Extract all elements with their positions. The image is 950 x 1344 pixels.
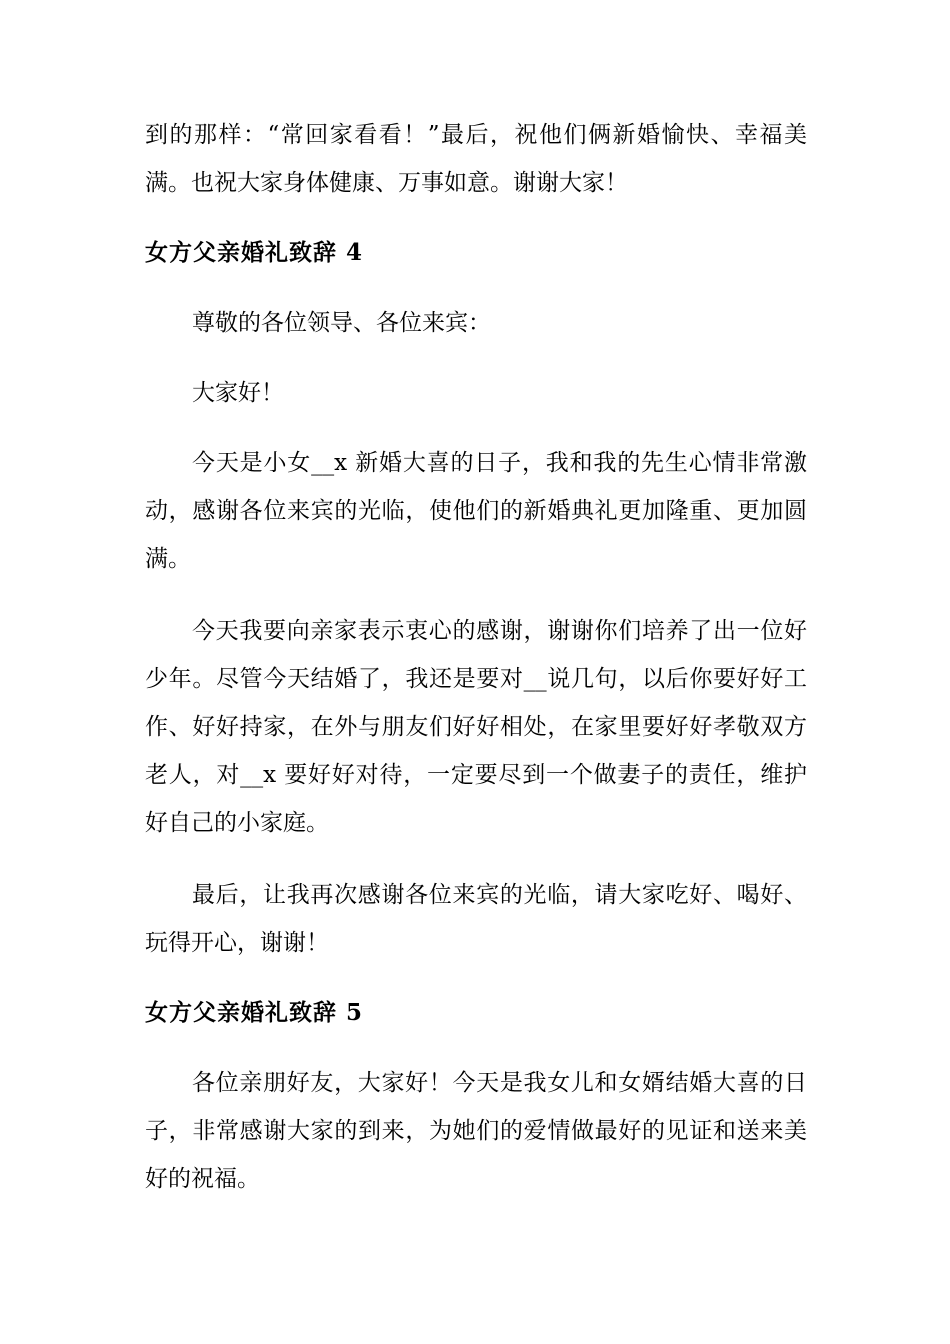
paragraph-opening-5: 各位亲朋好友，大家好！今天是我女儿和女婿结婚大喜的日子，非常感谢大家的到来，为她们的爱情做最好的见证和送来美好的祝福。 (145, 1070, 807, 1192)
paragraph-thanks-inlaws: 今天我要向亲家表示衷心的感谢，谢谢你们培养了出一位好少年。尽管今天结婚了，我还是要对__说几句，以后你要好好工作、好好持家，在外与朋友们好好相处，在家里要好好孝敬双方老人，对__x 要好好对待，一定要尽到一个做妻子的责任，维护好自己的小家庭。 (145, 618, 807, 836)
section-heading-4: 女方父亲婚礼致辞 4 (145, 239, 364, 266)
paragraph-closing-previous: 到的那样：“常回家看看！”最后，祝他们俩新婚愉快、幸福美满。也祝大家身体健康、万事如意。谢谢大家！ (145, 122, 807, 196)
section-heading-5: 女方父亲婚礼致辞 5 (145, 999, 364, 1026)
paragraph-salutation: 尊敬的各位领导、各位来宾： (192, 310, 491, 336)
document-body (145, 111, 807, 1203)
paragraph-wedding-day: 今天是小女__x 新婚大喜的日子，我和我的先生心情非常激动，感谢各位来宾的光临，使他们的新婚典礼更加隆重、更加圆满。 (145, 450, 807, 572)
paragraph-greeting: 大家好！ (192, 380, 284, 406)
paragraph-final-thanks: 最后，让我再次感谢各位来宾的光临，请大家吃好、喝好、玩得开心，谢谢！ (145, 882, 807, 956)
